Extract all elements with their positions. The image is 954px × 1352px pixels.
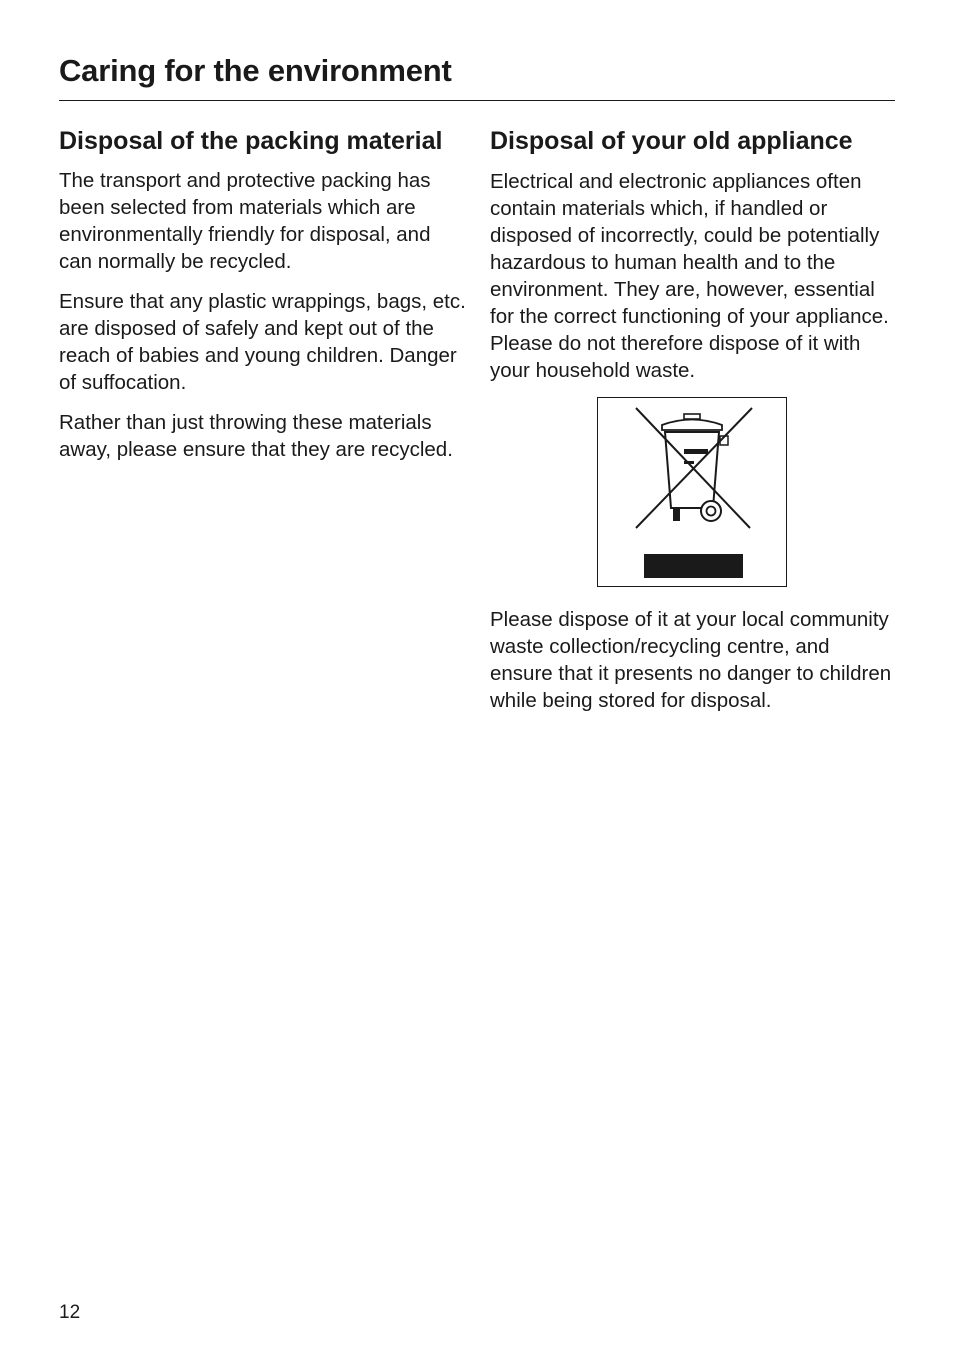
old-appliance-paragraph-2: Please dispose of it at your local community waste collection/recycling centre, and ensure that it presents no danger to children while being stored for disposal. [490,608,892,712]
old-appliance-heading: Disposal of your old appliance [490,127,853,155]
packing-material-heading: Disposal of the packing material [59,127,443,155]
page-title: Caring for the environment [59,53,452,88]
packing-material-paragraph-3: Rather than just throwing these materials away, please ensure that they are recycled. [59,411,453,461]
old-appliance-paragraph-1: Electrical and electronic appliances often contain materials which, if handled or disposed of incorrectly, could be potentially hazardous to human health and to the environment. They are, however, essential for the correct functioning of your appliance. Please do not therefore dispose of it with your household waste. [490,170,889,382]
packing-material-paragraph-1: The transport and protective packing has been selected from materials which are environmentally friendly for disposal, and can normally be recycled. [59,169,431,273]
weee-symbol-box [597,397,787,587]
packing-material-section [59,125,469,476]
title-divider [59,100,895,101]
packing-material-paragraph-2: Ensure that any plastic wrappings, bags, etc. are disposed of safely and kept out of the reach of babies and young children. Danger of suffocation. [59,290,466,394]
page-number: 12 [59,1302,81,1323]
old-appliance-section [490,125,895,727]
crossed-out-wheelie-bin-icon [598,398,785,585]
